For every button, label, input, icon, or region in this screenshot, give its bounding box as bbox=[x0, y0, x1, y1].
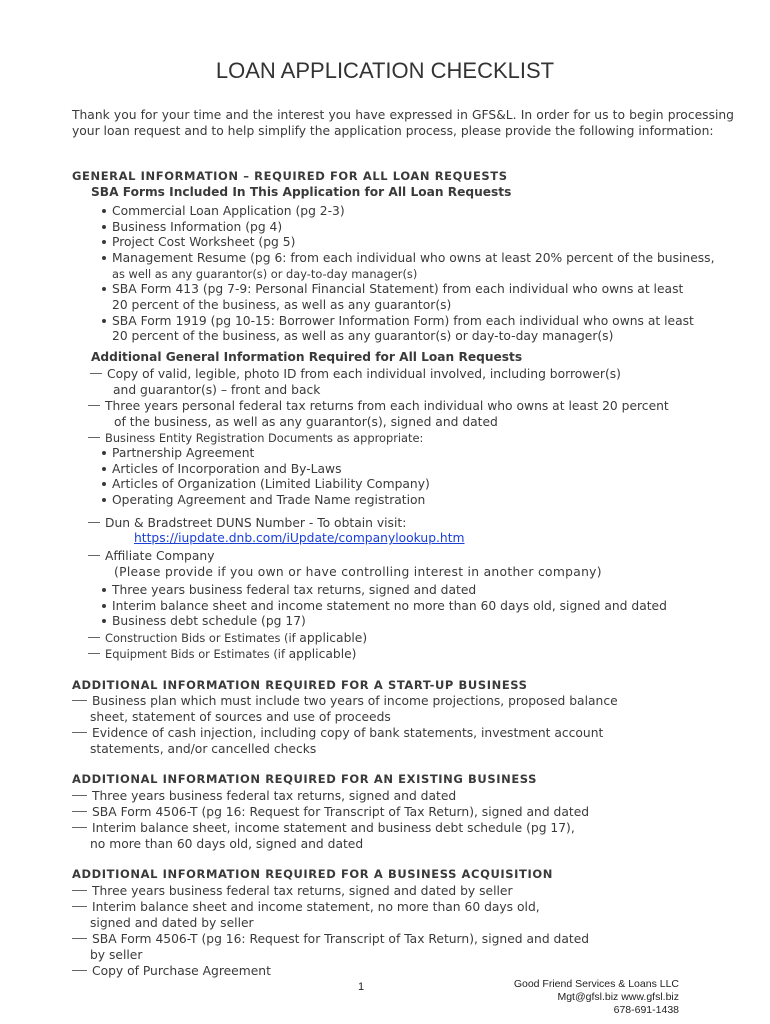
list-item-continuation: as well as any guarantor(s) or day-to-day manager(s) bbox=[112, 267, 418, 281]
list-item: Management Resume (pg 6: from each individual who owns at least 20% percent of the business, bbox=[102, 250, 715, 266]
page-number: 1 bbox=[358, 981, 365, 993]
footer-company: Good Friend Services & Loans LLC bbox=[513, 978, 679, 990]
list-item: Business Information (pg 4) bbox=[102, 219, 282, 235]
list-item: Three years business federal tax returns, signed and dated bbox=[72, 788, 456, 804]
list-item-continuation: statements, and/or cancelled checks bbox=[90, 742, 317, 756]
list-item-continuation: by seller bbox=[90, 948, 143, 962]
list-item-continuation: 20 percent of the business, as well as any guarantor(s) or day-to-day manager(s) bbox=[112, 329, 614, 343]
dash-icon bbox=[90, 373, 102, 374]
footer-phone: 678-691-1438 bbox=[613, 1004, 679, 1016]
list-item: SBA Form 4506-T (pg 16: Request for Transcript of Tax Return), signed and dated bbox=[72, 804, 589, 820]
list-item: Articles of Incorporation and By-Laws bbox=[102, 461, 342, 477]
dash-icon bbox=[88, 637, 100, 638]
dash-icon bbox=[72, 827, 87, 828]
list-item: SBA Form 413 (pg 7-9: Personal Financial Statement) from each individual who owns at least bbox=[102, 281, 683, 297]
bullet-icon bbox=[102, 256, 106, 260]
additional-general-heading: Additional General Information Required for All Loan Requests bbox=[91, 350, 523, 364]
list-item: Three years business federal tax returns, signed and dated by seller bbox=[72, 883, 513, 899]
bullet-icon bbox=[102, 287, 106, 291]
list-item: Dun & Bradstreet DUNS Number - To obtain visit: bbox=[88, 515, 406, 531]
dash-icon bbox=[72, 938, 87, 939]
bullet-icon bbox=[102, 482, 106, 486]
dash-icon bbox=[88, 437, 100, 438]
list-item: Commercial Loan Application (pg 2-3) bbox=[102, 203, 345, 219]
dash-icon bbox=[72, 970, 87, 971]
acquisition-section-heading: ADDITIONAL INFORMATION REQUIRED FOR A BUSINESS ACQUISITION bbox=[72, 867, 553, 881]
list-item: Affiliate Company bbox=[88, 548, 214, 564]
bullet-icon bbox=[102, 467, 106, 471]
footer bbox=[514, 978, 679, 1017]
dash-icon bbox=[72, 890, 87, 891]
dash-icon bbox=[88, 653, 100, 654]
general-section-heading: GENERAL INFORMATION – REQUIRED FOR ALL LOAN REQUESTS bbox=[72, 169, 508, 183]
bullet-icon bbox=[102, 588, 106, 592]
bullet-icon bbox=[102, 209, 106, 213]
duns-link-wrapper bbox=[134, 530, 465, 546]
footer-contact: Mgt@gfsl.biz www.gfsl.biz bbox=[557, 991, 679, 1003]
list-item: Business debt schedule (pg 17) bbox=[102, 613, 306, 629]
dash-icon bbox=[88, 522, 100, 523]
bullet-icon bbox=[102, 225, 106, 229]
bullet-icon bbox=[102, 498, 106, 502]
list-item: SBA Form 1919 (pg 10-15: Borrower Information Form) from each individual who owns at least bbox=[102, 313, 694, 329]
startup-section-heading: ADDITIONAL INFORMATION REQUIRED FOR A START-UP BUSINESS bbox=[72, 678, 528, 692]
list-item-continuation: no more than 60 days old, signed and dated bbox=[90, 837, 364, 851]
page-title: LOAN APPLICATION CHECKLIST bbox=[215, 58, 555, 83]
list-item: Interim balance sheet and income statement, no more than 60 days old, bbox=[72, 899, 540, 915]
list-item: Articles of Organization (Limited Liability Company) bbox=[102, 476, 430, 492]
list-item: Equipment Bids or Estimates (if applicable) bbox=[88, 646, 356, 662]
list-item: Three years personal federal tax returns from each individual who owns at least 20 percent bbox=[88, 398, 669, 414]
dash-icon bbox=[72, 700, 87, 701]
list-item: Operating Agreement and Trade Name registration bbox=[102, 492, 425, 508]
list-item: Business plan which must include two years of income projections, proposed balance bbox=[72, 693, 618, 709]
list-item: Interim balance sheet and income statement no more than 60 days old, signed and dated bbox=[102, 598, 667, 614]
existing-section-heading: ADDITIONAL INFORMATION REQUIRED FOR AN EXISTING BUSINESS bbox=[72, 772, 538, 786]
list-item: Interim balance sheet, income statement and business debt schedule (pg 17), bbox=[72, 820, 575, 836]
list-item-continuation: signed and dated by seller bbox=[90, 916, 254, 930]
bullet-icon bbox=[102, 451, 106, 455]
dash-icon bbox=[72, 732, 87, 733]
list-item: SBA Form 4506-T (pg 16: Request for Transcript of Tax Return), signed and dated bbox=[72, 931, 589, 947]
bullet-icon bbox=[102, 604, 106, 608]
list-item: Evidence of cash injection, including copy of bank statements, investment account bbox=[72, 725, 603, 741]
sba-forms-heading: SBA Forms Included In This Application for All Loan Requests bbox=[91, 185, 512, 199]
list-item: Three years business federal tax returns, signed and dated bbox=[102, 582, 476, 598]
list-item: Construction Bids or Estimates (if applicable) bbox=[88, 630, 367, 646]
list-item: Partnership Agreement bbox=[102, 445, 254, 461]
dash-icon bbox=[72, 811, 87, 812]
affiliate-note: (Please provide if you own or have controlling interest in another company) bbox=[114, 565, 602, 579]
list-item: Project Cost Worksheet (pg 5) bbox=[102, 234, 295, 250]
intro-paragraph: Thank you for your time and the interest you have expressed in GFS&L. In order for us to begin processing your loan request and to help simplify the application process, please provide the following information: bbox=[72, 108, 734, 138]
list-item: Business Entity Registration Documents as appropriate: bbox=[88, 430, 423, 446]
dash-icon bbox=[72, 906, 87, 907]
bullet-icon bbox=[102, 619, 106, 623]
dash-icon bbox=[72, 795, 87, 796]
bullet-icon bbox=[102, 240, 106, 244]
list-item-continuation: sheet, statement of sources and use of proceeds bbox=[90, 710, 391, 724]
list-item-continuation: of the business, as well as any guarantor(s), signed and dated bbox=[114, 415, 498, 429]
list-item-continuation: 20 percent of the business, as well as any guarantor(s) bbox=[112, 298, 452, 312]
list-item-continuation: and guarantor(s) – front and back bbox=[113, 383, 321, 397]
bullet-icon bbox=[102, 319, 106, 323]
duns-link[interactable]: https://iupdate.dnb.com/iUpdate/companylookup.htm bbox=[134, 531, 465, 545]
dash-icon bbox=[88, 555, 100, 556]
list-item: Copy of Purchase Agreement bbox=[72, 963, 271, 979]
list-item: Copy of valid, legible, photo ID from each individual involved, including borrower(s) bbox=[90, 366, 621, 382]
dash-icon bbox=[88, 405, 100, 406]
